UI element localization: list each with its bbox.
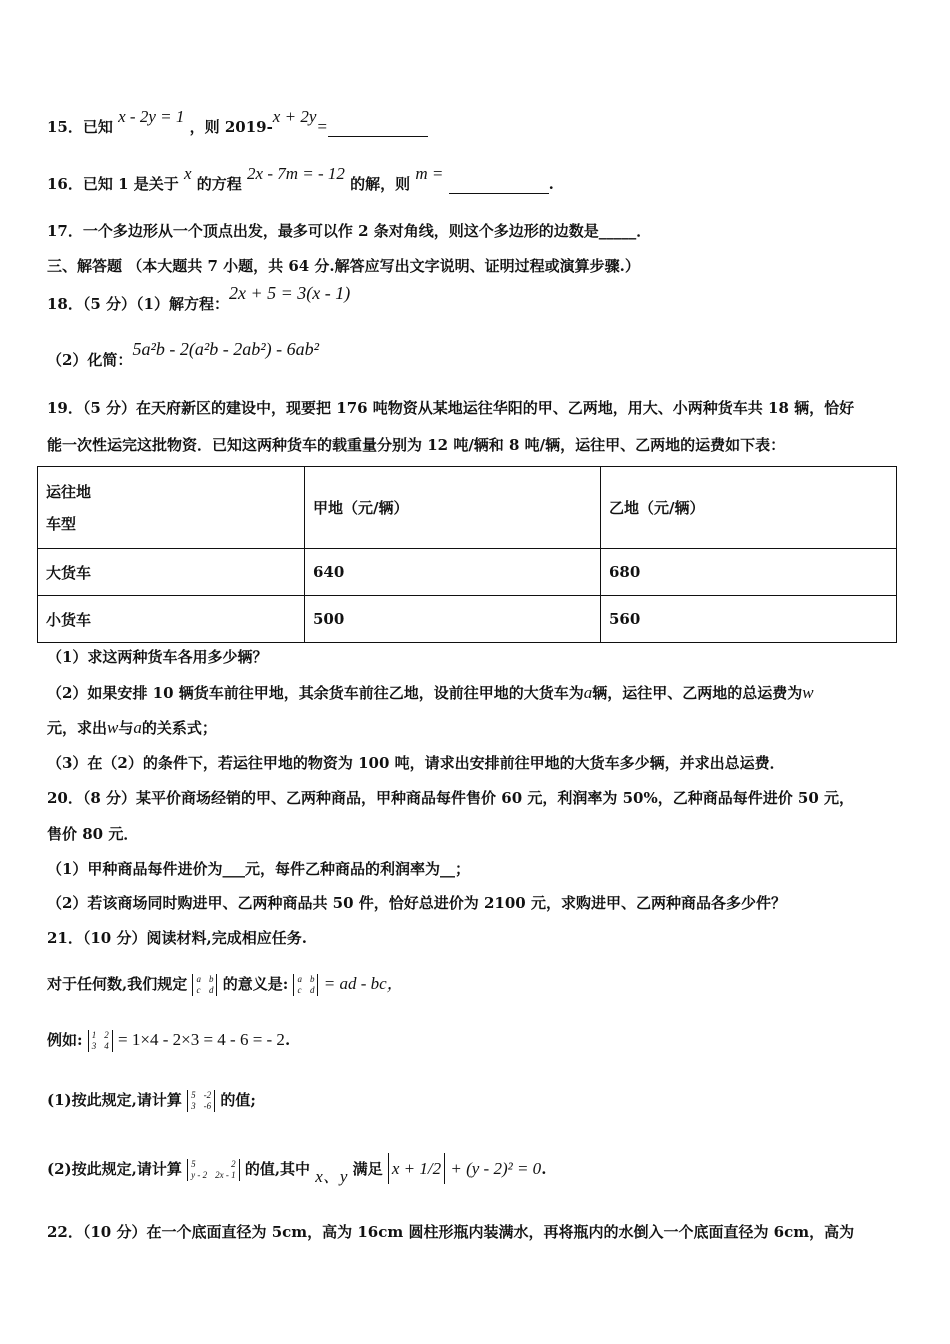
determinant-p2 — [187, 1159, 240, 1181]
var-a: a — [583, 683, 593, 702]
det-entry: 3 — [191, 1101, 196, 1111]
det-entry: -2 — [203, 1090, 212, 1100]
det-entry: 2x - 1 — [215, 1170, 236, 1180]
table-row — [38, 549, 897, 596]
freight-table — [37, 466, 897, 643]
det-entry: 2 — [231, 1159, 236, 1169]
question-20-line1: 20．（8 分）某平价商场经销的甲、乙两种商品，甲种商品每件售价 60 元，利润率为 50%，乙种商品每件进价 50 元， — [47, 789, 855, 807]
q15-text: 已知 — [82, 118, 113, 136]
q19-part3: （3）在（2）的条件下，若运往甲地的物资为 100 吨，请求出安排前往甲地的大货车多少辆，并求出总运费． — [47, 754, 785, 772]
question-19-intro-1: 19．（5 分）在天府新区的建设中，现要把 176 吨物资从某地运往华阳的甲、乙两地，用大、小两种货车共 18 辆，恰好 — [47, 399, 855, 417]
table-cell: 680 — [601, 549, 897, 596]
q21-vars: x、y — [315, 1167, 348, 1186]
q21-p2-period: . — [541, 1160, 547, 1178]
table-row-label: 大货车 — [38, 549, 305, 596]
q16-expression: m = — [415, 164, 444, 183]
q21-definition — [47, 974, 404, 996]
question-18-part2 — [47, 339, 320, 370]
q21-condition: + (y - 2)² = 0 — [450, 1159, 542, 1178]
q21-ex-label: 例如: — [47, 1031, 83, 1049]
det-entry: c — [297, 985, 302, 995]
q16-period: . — [548, 175, 554, 193]
q18-label2: （2）化简： — [47, 351, 133, 369]
q21-p2-text3: 满足 — [352, 1160, 383, 1178]
q21-ex-equation: = 1×4 - 2×3 = 4 - 6 = - 2 — [118, 1030, 285, 1049]
q21-absolute-value: x + 1/2 — [388, 1153, 445, 1184]
table-cell: 640 — [305, 549, 601, 596]
det-entry: y - 2 — [191, 1170, 208, 1180]
det-entry: a — [196, 974, 201, 984]
q21-p2-text2: 的值,其中 — [244, 1160, 311, 1178]
q16-text2: 的方程 — [196, 175, 242, 193]
question-18-part1 — [47, 283, 351, 314]
det-entry: d — [208, 985, 214, 995]
det-entry: a — [297, 974, 302, 984]
determinant-example — [88, 1030, 113, 1052]
q19-part1: （1）求这两种货车各用多少辆？ — [47, 648, 268, 666]
question-20-part2: （2）若该商场同时购进甲、乙两种商品共 50 件，恰好总进价为 2100 元，求购进甲、乙两种商品各多少件？ — [47, 894, 786, 912]
q21-example — [47, 1030, 290, 1052]
det-entry: -6 — [203, 1101, 212, 1111]
table-col-header-yi: 乙地（元/辆） — [601, 467, 897, 549]
q21-def-equation: = ad - bc， — [323, 974, 404, 993]
q19-p2-text4: 与 — [118, 719, 134, 737]
table-corner-cell — [38, 467, 305, 549]
q15-expression: x + 2y — [272, 107, 317, 126]
q16-text: 已知 1 是关于 — [82, 175, 179, 193]
question-17: 17．一个多边形从一个顶点出发，最多可以作 2 条对角线，则这个多边形的边数是_____． — [47, 222, 652, 240]
q21-ex-period: . — [284, 1031, 291, 1049]
det-entry: 4 — [104, 1041, 109, 1051]
question-20-part1: （1）甲种商品每件进价为___元，每件乙种商品的利润率为__； — [47, 860, 470, 878]
q19-part2-line2 — [47, 718, 217, 738]
var-a: a — [133, 718, 142, 737]
question-21-title: 21．（10 分）阅读材料,完成相应任务. — [47, 929, 307, 947]
q15-answer-blank[interactable] — [328, 122, 428, 137]
q16-equation: 2x - 7m = - 12 — [247, 164, 345, 183]
q18-expression: 5a²b - 2(a²b - 2ab²) - 6ab² — [132, 339, 320, 359]
det-entry: 3 — [91, 1041, 97, 1051]
q18-equation: 2x + 5 = 3(x - 1) — [228, 283, 351, 303]
table-cell: 560 — [601, 596, 897, 643]
q16-variable: x — [184, 164, 192, 183]
table-row-label: 小货车 — [38, 596, 305, 643]
q21-part1 — [47, 1090, 256, 1112]
q21-def-text2: 的意义是: — [222, 975, 289, 993]
question-20-line2: 售价 80 元． — [47, 825, 139, 843]
q15-equals: = — [316, 117, 328, 136]
q15-number: 15． — [47, 118, 83, 136]
q19-p2-text5: 的关系式； — [141, 719, 217, 737]
q19-p2-text2: 辆，运往甲、乙两地的总运费为 — [592, 684, 803, 702]
table-header-row — [38, 467, 897, 549]
det-entry: b — [309, 974, 315, 984]
var-w: w — [107, 718, 119, 737]
determinant-abcd-2 — [293, 974, 318, 996]
q16-number: 16． — [47, 175, 83, 193]
q16-text3: 的解，则 — [350, 175, 411, 193]
q21-p1-text: (1)按此规定,请计算 — [47, 1091, 182, 1109]
q21-def-text: 对于任何数,我们规定 — [47, 975, 188, 993]
q19-part2-line1 — [47, 683, 814, 703]
q21-p1-text2: 的值; — [220, 1091, 256, 1109]
q21-p2-text: (2)按此规定,请计算 — [47, 1160, 182, 1178]
question-15 — [47, 107, 428, 137]
det-entry: b — [208, 974, 214, 984]
question-22: 22．（10 分）在一个底面直径为 5cm，高为 16cm 圆柱形瓶内装满水，再将瓶内的水倒入一个底面直径为 6cm，高为 — [47, 1223, 855, 1241]
corner-bottom-label: 车型 — [46, 514, 77, 533]
question-19-intro-2: 能一次性运完这批物资．已知这两种货车的载重量分别为 12 吨/辆和 8 吨/辆，运往甲、乙两地的运费如下表： — [47, 436, 786, 454]
q18-label: 18．（5 分）（1）解方程： — [47, 295, 229, 313]
det-entry: 1 — [91, 1030, 97, 1040]
question-16 — [47, 164, 554, 194]
det-entry: 2 — [104, 1030, 109, 1040]
determinant-p1 — [187, 1090, 215, 1112]
var-w: w — [802, 683, 814, 702]
q15-equation: x - 2y = 1 — [118, 107, 185, 126]
table-col-header-jia: 甲地（元/辆） — [305, 467, 601, 549]
table-cell: 500 — [305, 596, 601, 643]
det-entry: 5 — [191, 1090, 196, 1100]
determinant-abcd — [192, 974, 217, 996]
det-entry: c — [196, 985, 201, 995]
section-heading: 三、解答题 （本大题共 7 小题，共 64 分.解答应写出文字说明、证明过程或演算步骤.） — [47, 257, 640, 275]
det-entry: 5 — [191, 1159, 196, 1169]
table-row — [38, 596, 897, 643]
q19-p2-text3: 元，求出 — [47, 719, 108, 737]
q16-answer-blank[interactable] — [449, 179, 549, 194]
q19-p2-text: （2）如果安排 10 辆货车前往甲地，其余货车前往乙地，设前往甲地的大货车为 — [47, 684, 584, 702]
corner-top-label: 运往地 — [46, 482, 92, 501]
det-entry: d — [309, 985, 315, 995]
q21-part2 — [47, 1159, 547, 1186]
q15-text2: ，则 2019- — [189, 118, 273, 136]
